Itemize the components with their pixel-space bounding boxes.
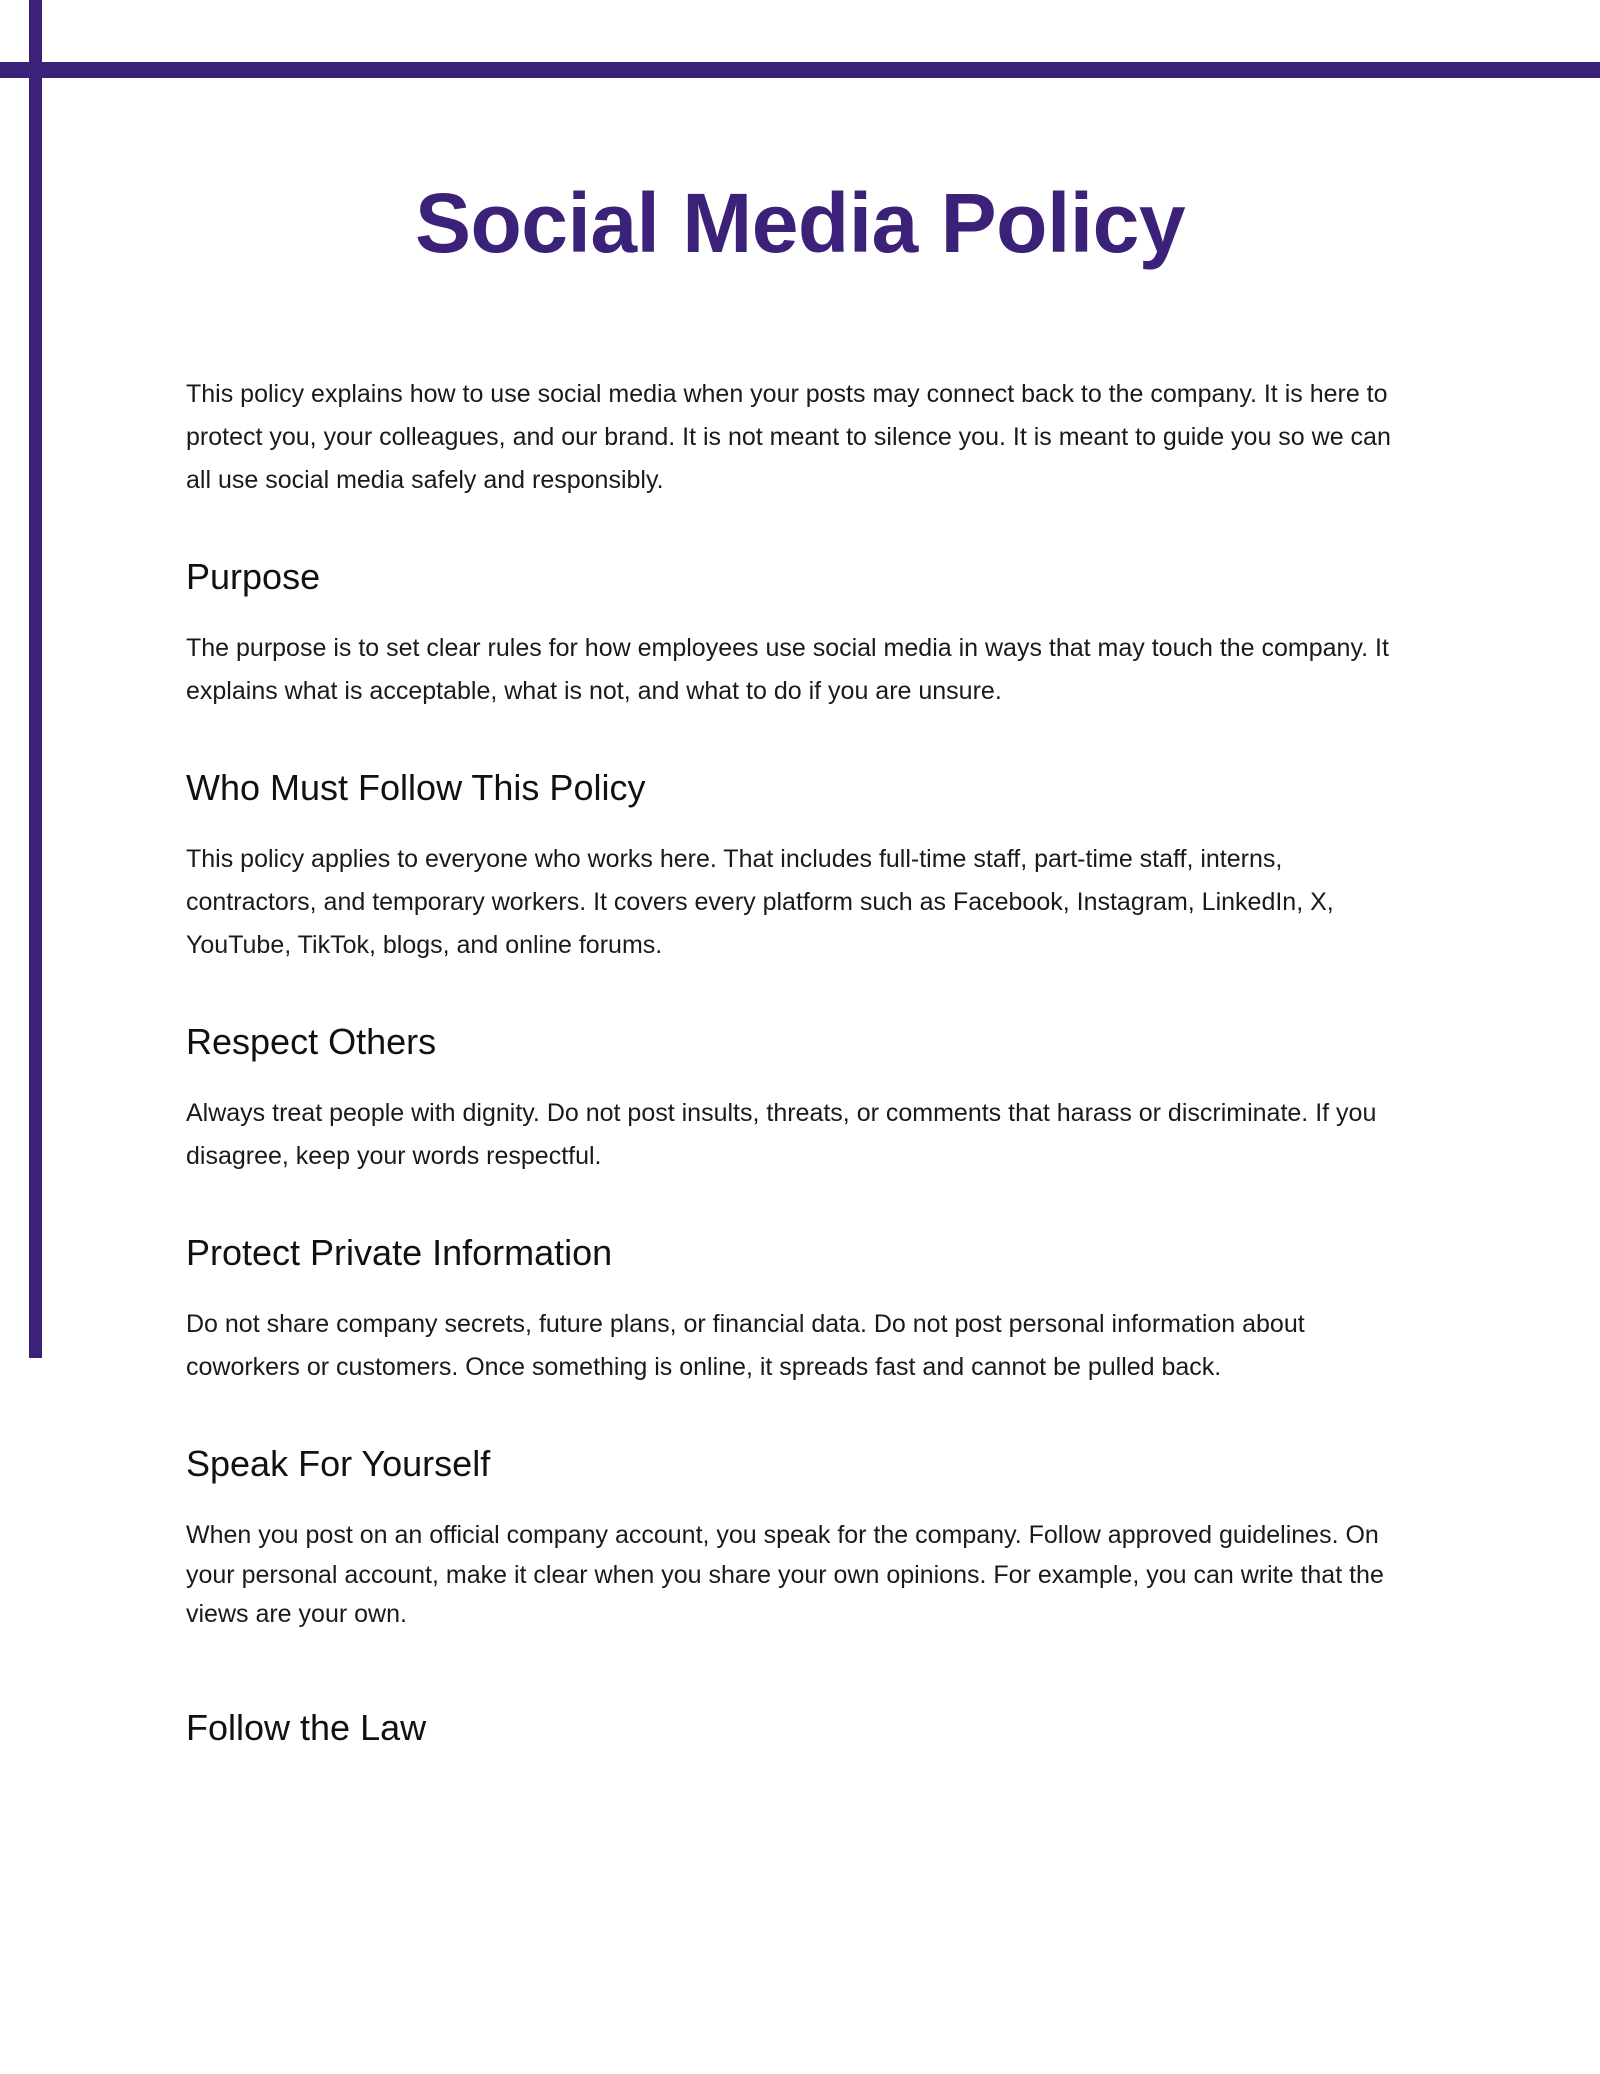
section-heading-respect-others: Respect Others <box>186 1021 437 1063</box>
page-title: Social Media Policy <box>414 176 1186 270</box>
intro-paragraph: This policy explains how to use social media when your posts may connect back to the company. It is here to protect you, your colleagues, and our brand. It is not meant to silence you. It is meant to guide you so we can all use social media safely and responsibly. <box>186 380 1391 495</box>
section-heading-purpose: Purpose <box>186 556 321 598</box>
section-body-respect-others: Always treat people with dignity. Do not post insults, threats, or comments that harass or discriminate. If you disagree, keep your words respectful. <box>186 1099 1377 1171</box>
section-protect-private-information <box>186 1230 1414 1389</box>
section-heading-protect-private-information: Protect Private Information <box>186 1232 613 1274</box>
document-content <box>186 150 1414 1750</box>
section-who-must-follow <box>186 765 1414 967</box>
section-body-purpose: The purpose is to set clear rules for how employees use social media in ways that may touch the company. It explains what is acceptable, what is not, and what to do if you are unsure. <box>186 634 1389 706</box>
section-heading-follow-the-law: Follow the Law <box>186 1706 427 1748</box>
section-respect-others <box>186 1019 1414 1178</box>
section-body-protect-private-information: Do not share company secrets, future plans, or financial data. Do not post personal information about coworkers or customers. Once something is online, it spreads fast and cannot be pulled back. <box>186 1310 1305 1382</box>
section-purpose <box>186 554 1414 713</box>
accent-horizontal-rule <box>0 62 1600 78</box>
section-body-who-must-follow: This policy applies to everyone who works here. That includes full-time staff, part-time staff, interns, contractors, and temporary workers. It covers every platform such as Facebook, Instagram, LinkedIn, X, YouTube, TikTok, blogs, and online forums. <box>186 845 1334 960</box>
section-heading-who-must-follow: Who Must Follow This Policy <box>186 767 646 809</box>
section-heading-speak-for-yourself: Speak For Yourself <box>186 1443 491 1485</box>
intro-paragraph-block <box>186 373 1414 502</box>
accent-vertical-rule <box>29 0 42 1358</box>
section-speak-for-yourself <box>186 1441 1414 1635</box>
section-follow-the-law <box>186 1705 1414 1750</box>
section-body-speak-for-yourself: When you post on an official company account, you speak for the company. Follow approved guidelines. On your personal account, make it clear when you share your own opinions. For example, you can write that the views are your own. <box>186 1521 1384 1629</box>
